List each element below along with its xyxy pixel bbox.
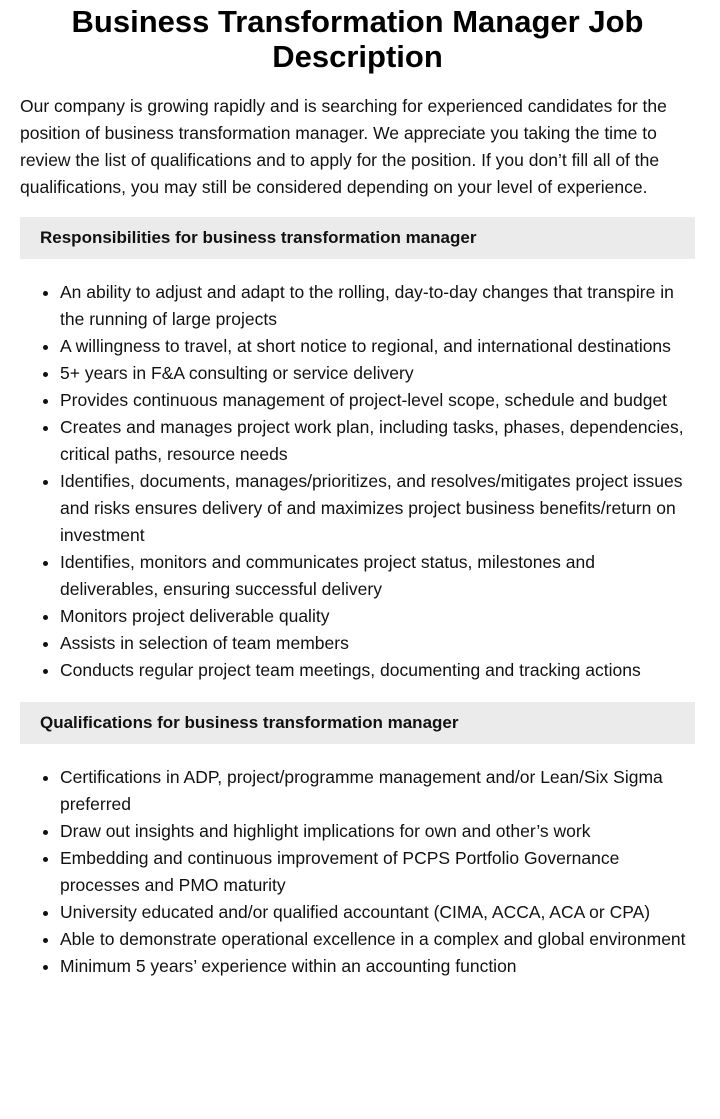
list-item: • University educated and/or qualified accountant (CIMA, ACCA, ACA or CPA) [60,899,695,926]
list-item: • Monitors project deliverable quality [60,603,695,630]
responsibilities-heading: Responsibilities for business transformation manager [20,217,695,259]
list-item: • Creates and manages project work plan, including tasks, phases, dependencies, critical paths, resource needs [60,414,695,468]
qualifications-list [20,764,695,980]
responsibilities-list [20,279,695,684]
qualifications-heading: Qualifications for business transformation manager [20,702,695,744]
page-title: Business Transformation Manager Job Description [71,4,644,74]
list-item: • An ability to adjust and adapt to the rolling, day-to-day changes that transpire in the running of large projects [60,279,695,333]
list-item: • 5+ years in F&A consulting or service delivery [60,360,695,387]
list-item: • Draw out insights and highlight implications for own and other’s work [60,818,695,845]
list-item: • Able to demonstrate operational excellence in a complex and global environment [60,926,695,953]
list-item: • Embedding and continuous improvement of PCPS Portfolio Governance processes and PMO maturity [60,845,695,899]
list-item: • Certifications in ADP, project/programme management and/or Lean/Six Sigma preferred [60,764,695,818]
list-item: • Identifies, monitors and communicates project status, milestones and deliverables, ensuring successful delivery [60,549,695,603]
list-item: • A willingness to travel, at short notice to regional, and international destinations [60,333,695,360]
list-item: • Provides continuous management of project-level scope, schedule and budget [60,387,695,414]
list-item: • Identifies, documents, manages/prioritizes, and resolves/mitigates project issues and risks ensures delivery of and maximizes project business benefits/return on investment [60,468,695,549]
list-item: • Assists in selection of team members [60,630,695,657]
list-item: • Minimum 5 years’ experience within an accounting function [60,953,695,980]
list-item: • Conducts regular project team meetings, documenting and tracking actions [60,657,695,684]
intro-paragraph: Our company is growing rapidly and is searching for experienced candidates for the position of business transformation manager. We appreciate you taking the time to review the list of qualifications and to apply for the position. If you don’t fill all of the qualifications, you may still be considered depending on your level of experience. [20,96,667,197]
